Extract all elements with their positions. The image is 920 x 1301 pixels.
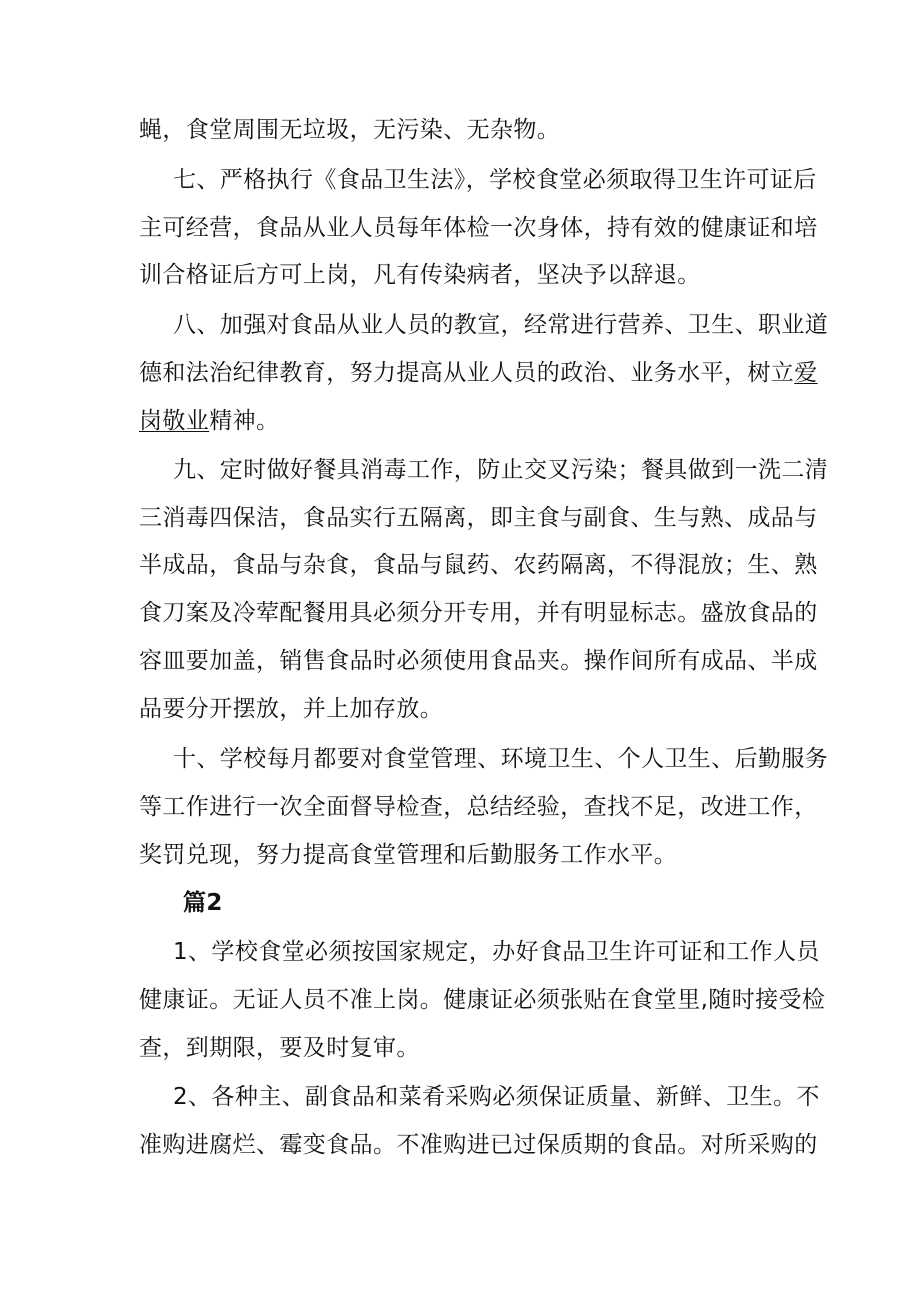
item-7-line-1: 七、严格执行《食品卫生法》，学校食堂必须取得卫生许可证后 <box>173 167 817 193</box>
item-10-line-2: 等工作进行一次全面督导检查，总结经验，查找不足，改进工作， <box>139 794 818 820</box>
item-8-line-2-text: 德和法治纪律教育，努力提高从业人员的政治、业务水平，树立 <box>139 360 795 386</box>
s2-item-1-line-2: 健康证。无证人员不准上岗。健康证必须张贴在食堂里,随时接受检 <box>139 987 826 1013</box>
item-9-line-5: 容皿要加盖，销售食品时必须使用食品夹。操作间所有成品、半成 <box>139 648 818 674</box>
s2-item-1-line-3: 查，到期限，要及时复审。 <box>139 1035 420 1061</box>
item-8-line-1: 八、加强对食品从业人员的教宣，经常进行营养、卫生、职业道 <box>173 312 829 338</box>
s2-item-2-line-2: 准购进腐烂、霉变食品。不准购进已过保质期的食品。对所采购的 <box>139 1132 818 1158</box>
item-9-line-6: 品要分开摆放，并上加存放。 <box>139 696 444 722</box>
item-9-line-4: 食刀案及冷荤配餐用具必须分开专用，并有明显标志。盛放食品的 <box>139 600 818 626</box>
item-7-line-3: 训合格证后方可上岗，凡有传染病者，坚决予以辞退。 <box>139 262 701 288</box>
item-8-line-2 <box>139 358 818 388</box>
item-7-line-2: 主可经营，食品从业人员每年体检一次身体，持有效的健康证和培 <box>139 215 818 241</box>
item-9-line-1: 九、定时做好餐具消毒工作，防止交叉污染；餐具做到一洗二清 <box>173 457 829 483</box>
item-9-line-2: 三消毒四保洁，食品实行五隔离，即主食与副食、生与熟、成品与 <box>139 505 818 531</box>
item-8-line-3 <box>139 406 279 436</box>
item-9-line-3: 半成品，食品与杂食，食品与鼠药、农药隔离，不得混放；生、熟 <box>139 552 818 578</box>
item-10-line-1: 十、学校每月都要对食堂管理、环境卫生、个人卫生、后勤服务 <box>173 746 829 772</box>
item-10-line-3: 奖罚兑现，努力提高食堂管理和后勤服务工作水平。 <box>139 842 678 868</box>
s2-item-2-line-1: 2、各种主、副食品和菜肴采购必须保证质量、新鲜、卫生。不 <box>173 1084 820 1110</box>
underlined-text: 爱 <box>794 360 818 386</box>
continuation-line: 蝇，食堂周围无垃圾，无污染、无杂物。 <box>139 117 561 143</box>
s2-item-1-line-1: 1、学校食堂必须按国家规定，办好食品卫生许可证和工作人员 <box>173 939 820 965</box>
item-8-line-3-text: 精神。 <box>209 408 280 434</box>
underlined-text: 岗敬业 <box>139 408 210 434</box>
section-heading: 篇2 <box>183 890 223 916</box>
